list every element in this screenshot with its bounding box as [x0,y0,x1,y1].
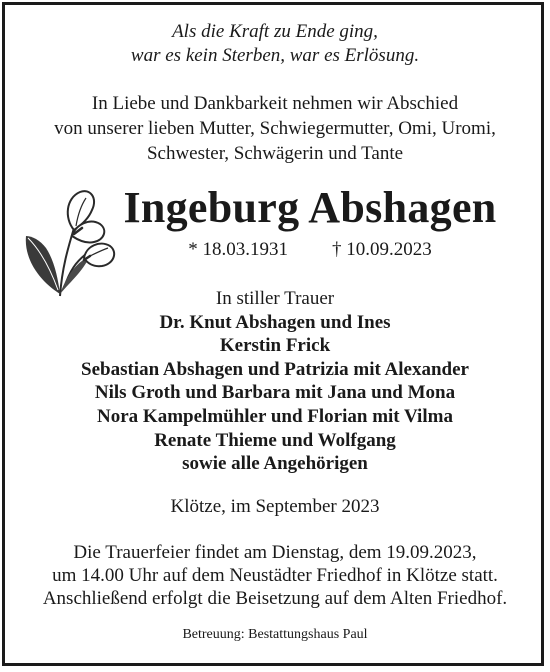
place-and-date: Klötze, im September 2023 [170,496,380,517]
mourner-name: Nils Groth und Barbara mit Jana und Mona [94,382,456,404]
mourner-name: sowie alle Angehörigen [182,453,368,475]
life-dates [95,238,525,262]
birth-date: * 18.03.1931 [188,239,288,260]
mourners-heading: In stiller Trauer [215,288,335,309]
mourners-block [0,287,550,476]
mourner-name: Dr. Knut Abshagen und Ines [159,311,391,333]
funeral-line: um 14.00 Uhr auf dem Neustädter Friedhof in Klötze statt. [52,565,498,586]
motto-verse [0,20,550,68]
intro-line: von unserer lieben Mutter, Schwiegermutter, Omi, Uromi, [54,118,496,139]
motto-line: Als die Kraft zu Ende ging, [172,21,378,42]
funeral-line: Anschließend erfolgt die Beisetzung auf dem Alten Friedhof. [42,588,508,609]
intro-text [0,91,550,166]
funeral-info [0,541,550,610]
death-date: † 10.09.2023 [332,239,432,260]
intro-line: In Liebe und Dankbarkeit nehmen wir Abschied [91,93,459,114]
mourner-name: Sebastian Abshagen und Patrizia mit Alexander [81,358,469,380]
deceased-name: Ingeburg Abshagen [123,183,497,232]
undertaker-credit: Betreuung: Bestattungshaus Paul [182,627,368,642]
funeral-line: Die Trauerfeier findet am Dienstag, dem 19.09.2023, [73,542,477,563]
mourner-name: Kerstin Frick [219,335,331,357]
motto-line: war es kein Sterben, war es Erlösung. [130,45,420,66]
mourner-name: Renate Thieme und Wolfgang [154,429,396,451]
mourner-name: Nora Kampelmühler und Florian mit Vilma [97,405,453,427]
intro-line: Schwester, Schwägerin und Tante [146,143,404,164]
